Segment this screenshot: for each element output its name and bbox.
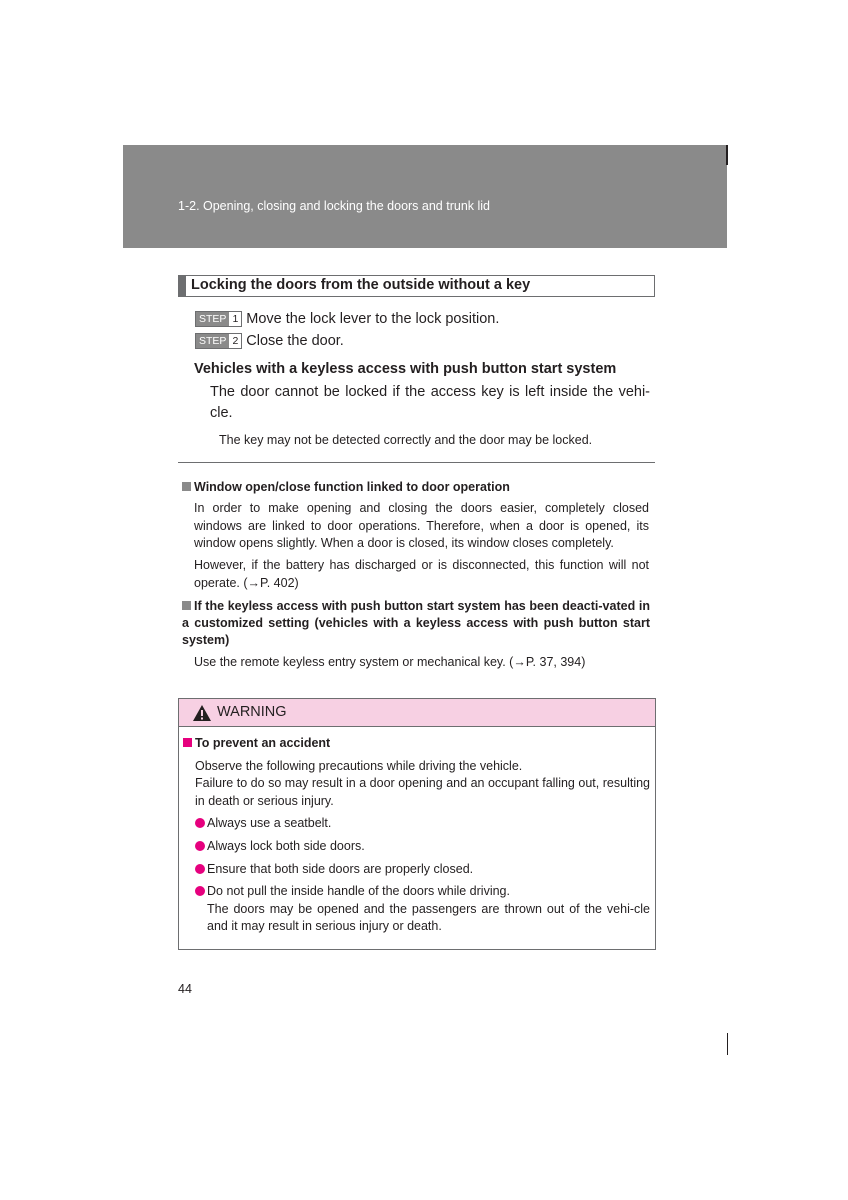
note-paragraph: Use the remote keyless entry system or mechanical key. (→P. 37, 394) bbox=[194, 655, 586, 669]
gray-square-icon bbox=[182, 601, 191, 610]
page-number: 44 bbox=[178, 982, 192, 996]
magenta-bullet-icon bbox=[195, 841, 205, 851]
breadcrumb: 1-2. Opening, closing and locking the doors and trunk lid bbox=[178, 199, 490, 213]
magenta-square-icon bbox=[183, 738, 192, 747]
warning-item-heading: To prevent an accident bbox=[183, 736, 330, 750]
step-2 bbox=[195, 333, 344, 349]
warning-bullet: Ensure that both side doors are properly closed. bbox=[195, 861, 650, 879]
note-paragraph: However, if the battery has discharged or is disconnected, this function will not operate. (→P. 402) bbox=[194, 558, 649, 590]
section-title-bar bbox=[179, 276, 186, 296]
warning-intro: Failure to do so may result in a door opening and an occupant falling out, resulting in death or serious injury. bbox=[195, 776, 650, 808]
warning-label: WARNING bbox=[217, 704, 287, 720]
chapter-header bbox=[123, 145, 727, 248]
note-heading-keyless: If the keyless access with push button start system has been deacti-vated in a customized setting (vehicles with a keyless access with push button start system) bbox=[182, 599, 650, 647]
warning-intro: Observe the following precautions while driving the vehicle. bbox=[195, 759, 523, 773]
section-title: Locking the doors from the outside without a key bbox=[191, 277, 531, 293]
magenta-bullet-icon bbox=[195, 886, 205, 896]
step-text: Close the door. bbox=[246, 333, 344, 349]
note-heading-window: Window open/close function linked to door operation bbox=[182, 479, 650, 496]
side-tick-mark bbox=[727, 1033, 728, 1055]
section-divider bbox=[178, 462, 655, 463]
warning-triangle-icon bbox=[192, 704, 212, 722]
step-badge: STEP 1 bbox=[195, 311, 242, 327]
step-1 bbox=[195, 311, 499, 327]
magenta-bullet-icon bbox=[195, 818, 205, 828]
warning-bullet: Always use a seatbelt. bbox=[195, 815, 650, 833]
warning-box bbox=[178, 698, 656, 950]
keyless-paragraph: The door cannot be locked if the access key is left inside the vehi-cle. bbox=[210, 384, 650, 421]
keyless-subheading: Vehicles with a keyless access with push button start system bbox=[194, 361, 617, 377]
step-badge: STEP 2 bbox=[195, 333, 242, 349]
keyless-note: The key may not be detected correctly and the door may be locked. bbox=[219, 433, 593, 447]
step-text: Move the lock lever to the lock position. bbox=[246, 311, 500, 327]
warning-header bbox=[179, 699, 655, 727]
magenta-bullet-icon bbox=[195, 864, 205, 874]
warning-bullet-continuation: The doors may be opened and the passengers are thrown out of the vehi-cle and it may result in serious injury or death. bbox=[207, 901, 650, 933]
warning-bullet: Do not pull the inside handle of the doors while driving. The doors may be opened and the passengers are thrown out of the vehi-cle and it may result in serious injury or death. bbox=[195, 883, 650, 936]
section-title-box bbox=[178, 275, 655, 297]
note-paragraph: In order to make opening and closing the doors easier, completely closed windows are linked to door operations. Therefore, when a door is opened, its window opens slightly. When a door is closed, its window closes completely. bbox=[194, 501, 649, 550]
warning-bullet: Always lock both side doors. bbox=[195, 838, 650, 856]
gray-square-icon bbox=[182, 482, 191, 491]
header-tick-mark bbox=[726, 145, 728, 165]
